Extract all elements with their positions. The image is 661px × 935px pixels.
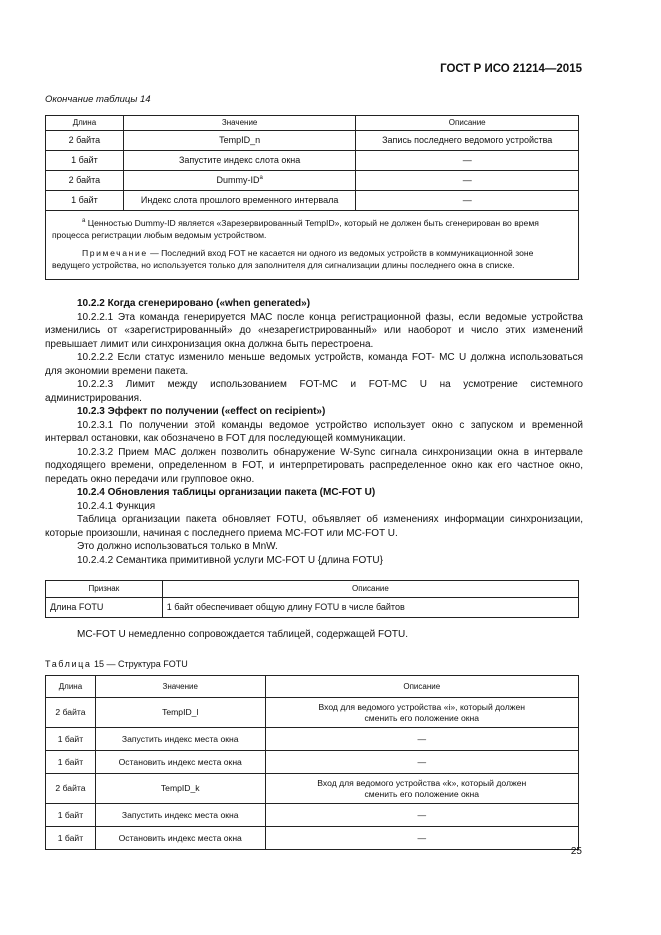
table-row <box>46 774 579 804</box>
table-cell: — <box>356 151 579 171</box>
table-note <box>52 247 572 271</box>
table-cell: Вход для ведомого устройства «i», который должен сменить его положение окна <box>265 698 578 728</box>
paragraph: 10.2.3.1 По получении этой команды ведомое устройство использует окно с запуском и временной интервал остановки, как обозначено в FOT для последующей коммуникации. <box>45 419 583 444</box>
table-cell: 2 байта <box>46 131 124 151</box>
column-header: Описание <box>265 676 578 698</box>
table-cell: 1 байт <box>46 751 96 774</box>
table14-caption: Окончание таблицы 14 <box>45 94 151 105</box>
footnotes-cell <box>46 211 579 280</box>
cell-text: Dummy-ID <box>216 174 260 185</box>
footnote-row <box>46 211 579 280</box>
table-row <box>46 171 579 191</box>
column-header: Описание <box>356 116 579 131</box>
table-cell: 1 байт обеспечивает общую длину FOTU в числе байтов <box>162 598 578 618</box>
section-heading: 10.2.3 Эффект по получении («effect on recipient») <box>77 406 326 417</box>
table-header-row <box>46 116 579 131</box>
table-row <box>46 151 579 171</box>
table-row <box>46 131 579 151</box>
table-row <box>46 751 579 774</box>
column-header: Описание <box>162 581 578 598</box>
paragraph: 10.2.2.1 Эта команда генерируется МАС после конца регистрационной фазы, если ведомые устройства изменились от «зарегистрированный» до «незарегистрированный» или наоборот и число этих изменений превышает лимит или синхронизация окна должна быть перестроена. <box>45 311 583 350</box>
paragraph: 10.2.4.2 Семантика примитивной услуги MC-FOT U {длина FOTU} <box>77 554 383 566</box>
table-cell: Вход для ведомого устройства «k», который должен сменить его положение окна <box>265 774 578 804</box>
table-cell: — <box>356 171 579 191</box>
paragraph: 10.2.4.1 Функция <box>77 500 156 512</box>
table-cell: — <box>356 191 579 211</box>
section-heading: 10.2.2 Когда сгенерировано («when generated») <box>77 298 311 309</box>
table-cell: 1 байт <box>46 728 96 751</box>
table-row <box>46 698 579 728</box>
paragraph: 10.2.2.2 Если статус изменило меньше ведомых устройств, команда FOT- MC U должна использоваться для экономии времени пакета. <box>45 352 583 377</box>
footnote-ref: a <box>259 174 263 181</box>
standard-code: ГОСТ Р ИСО 21214—2015 <box>440 63 582 75</box>
fotu-semantics-table <box>45 580 579 618</box>
caption-label: Таблица <box>45 659 92 669</box>
table-15 <box>45 675 579 850</box>
table-cell: Индекс слота прошлого временного интервала <box>123 191 356 211</box>
table-cell: — <box>265 804 578 827</box>
table-cell <box>123 171 356 191</box>
paragraph: 10.2.2.3 Лимит между использованием FOT-MC и FOT-MC U на усмотрение системного администрирования. <box>45 379 583 404</box>
table-cell: — <box>265 751 578 774</box>
table-cell: Запустить индекс места окна <box>95 728 265 751</box>
table-header-row <box>46 676 579 698</box>
table-cell: 2 байта <box>46 171 124 191</box>
table15-caption <box>45 658 188 672</box>
table-14-end <box>45 115 579 280</box>
footnote-text: Ценностью Dummy-ID является «Зарезервированный TempID», который не должен быть сгенерирован во время процесса регистрации любым ведомым устройством. <box>52 218 539 240</box>
table-cell: Запустите индекс слота окна <box>123 151 356 171</box>
table-header-row <box>46 581 579 598</box>
table-cell: 1 байт <box>46 827 96 850</box>
table-row <box>46 804 579 827</box>
column-header: Значение <box>95 676 265 698</box>
table-cell: Остановить индекс места окна <box>95 827 265 850</box>
note-label: Примечание <box>82 248 148 258</box>
table-cell: Запись последнего ведомого устройства <box>356 131 579 151</box>
table-cell: 1 байт <box>46 804 96 827</box>
column-header: Длина <box>46 116 124 131</box>
column-header: Значение <box>123 116 356 131</box>
paragraph: Таблица организации пакета обновляет FOTU, объявляет об изменениях информации синхронизации, которые произошли, начиная с последнего приема MC-FOT или MC-FOT U. <box>45 514 583 539</box>
table-cell: TempID_k <box>95 774 265 804</box>
paragraph: Это должно использоваться только в MnW. <box>77 541 278 552</box>
table-row <box>46 191 579 211</box>
footnote <box>52 217 572 241</box>
table-cell: — <box>265 728 578 751</box>
paragraph: MC-FOT U немедленно сопровождается таблицей, содержащей FOTU. <box>77 629 408 640</box>
table-cell: TempID_l <box>95 698 265 728</box>
page-number: 25 <box>570 846 582 857</box>
column-header: Длина <box>46 676 96 698</box>
table-cell: 2 байта <box>46 774 96 804</box>
table-cell: 1 байт <box>46 191 124 211</box>
table-cell: — <box>265 827 578 850</box>
note-text: — Последний вход FOT не касается ни одного из ведомых устройств в коммуникационной зоне ведущего устройства, но используется только для заполнителя для сигнализации длины последнего окна в списке. <box>52 248 534 270</box>
table-row <box>46 598 579 618</box>
table-cell: Остановить индекс места окна <box>95 751 265 774</box>
table-cell: 1 байт <box>46 151 124 171</box>
section-heading: 10.2.4 Обновления таблицы организации пакета (MC-FOT U) <box>77 487 376 498</box>
table-cell: 2 байта <box>46 698 96 728</box>
table-row <box>46 728 579 751</box>
table-cell: Запустить индекс места окна <box>95 804 265 827</box>
body-text <box>45 297 583 567</box>
table-cell: TempID_n <box>123 131 356 151</box>
paragraph: 10.2.3.2 Прием МАС должен позволить обнаружение W-Sync сигнала синхронизации окна в интервале подходящего времени, определенном в FOT, и интерпретировать распределенное окно как его частное окно, передать окно передачи или групповое окно. <box>45 446 583 485</box>
column-header: Признак <box>46 581 163 598</box>
table-cell: Длина FOTU <box>46 598 163 618</box>
caption-text: 15 — Структура FOTU <box>91 659 188 669</box>
table-row <box>46 827 579 850</box>
footnote-mark: a <box>82 218 86 225</box>
